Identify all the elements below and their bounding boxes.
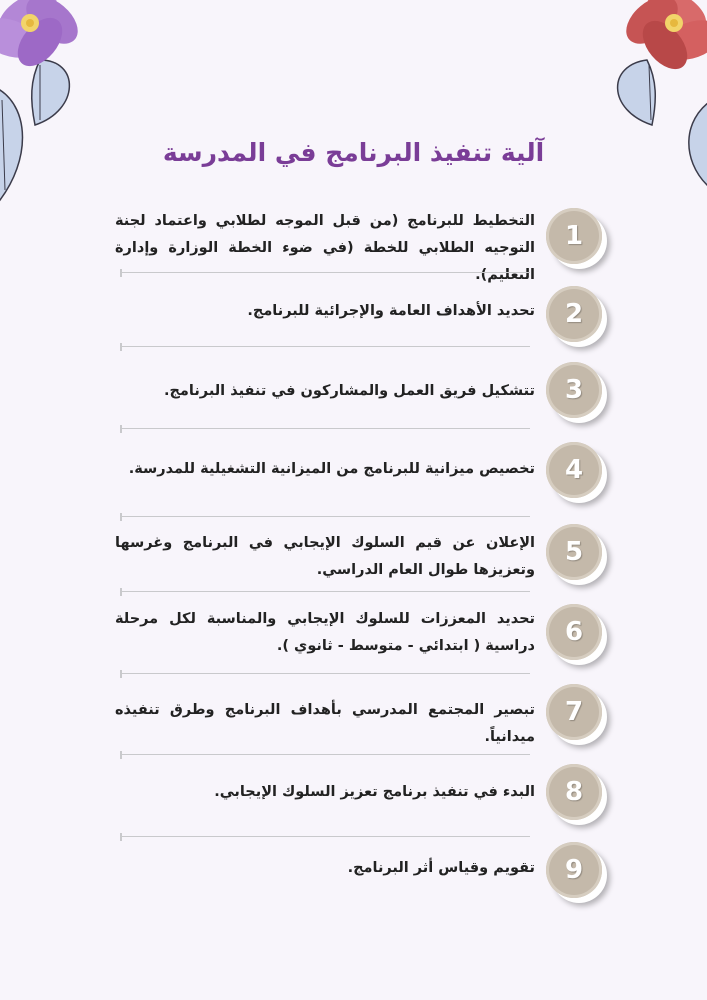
step-number-badge [546,286,602,342]
step-number-badge [546,208,602,264]
divider-line [120,754,530,755]
step-number-badge [546,684,602,740]
step-item [0,842,707,922]
divider-line [120,428,530,429]
step-item [0,684,707,764]
step-number-badge [546,362,602,418]
step-number: 9 [564,855,584,885]
step-text: تحديد المعززات للسلوك الإيجابي والمناسبة لكل مرحلة دراسية ( ابتدائي - متوسط - ثانوي ). [115,611,535,654]
page-title: آلية تنفيذ البرنامج في المدرسة [162,138,545,167]
step-text: تحديد الأهداف العامة والإجرائية للبرنامج. [247,303,535,319]
step-number-badge [546,842,602,898]
step-number-badge [546,524,602,580]
step-text: التخطيط للبرنامج (من قبل الموجه لطلابي واعتماد لجنة التوجيه الطلابي للخطة (في ضوء الخطة الوزارة وإدارة التعليم). [115,213,535,283]
step-text: الإعلان عن قيم السلوك الإيجابي في البرنامج وغرسها وتعزيزها طوال العام الدراسي. [115,535,535,578]
step-number-badge [546,764,602,820]
step-item [0,198,707,283]
step-number: 5 [564,537,584,567]
step-text: تتشكيل فريق العمل والمشاركون في تنفيذ البرنامج. [163,383,535,399]
step-number: 2 [564,299,584,329]
step-item [0,362,707,442]
step-number: 7 [564,697,584,727]
step-number: 1 [564,221,584,251]
step-text: البدء في تنفيذ برنامج تعزيز السلوك الإيجابي. [214,784,535,800]
step-number-badge [546,442,602,498]
step-item [0,524,707,604]
step-number-badge [546,604,602,660]
divider-line [120,836,530,837]
step-number: 3 [564,375,584,405]
divider-line [120,272,530,273]
divider-line [120,673,530,674]
divider-line [120,346,530,347]
step-item [0,764,707,844]
step-item [0,282,707,362]
step-number: 4 [564,455,584,485]
step-text: تبصير المجتمع المدرسي بأهداف البرنامج وطرق تنفيذه ميدانياً. [115,702,535,745]
step-text: تخصيص ميزانية للبرنامج من الميزانية التشغيلية للمدرسة. [128,461,535,477]
divider-line [120,516,530,517]
step-item [0,440,707,520]
step-text: تقويم وقياس أثر البرنامج. [347,860,535,876]
step-number: 8 [564,777,584,807]
step-number: 6 [564,617,584,647]
step-item [0,602,707,682]
divider-line [120,591,530,592]
